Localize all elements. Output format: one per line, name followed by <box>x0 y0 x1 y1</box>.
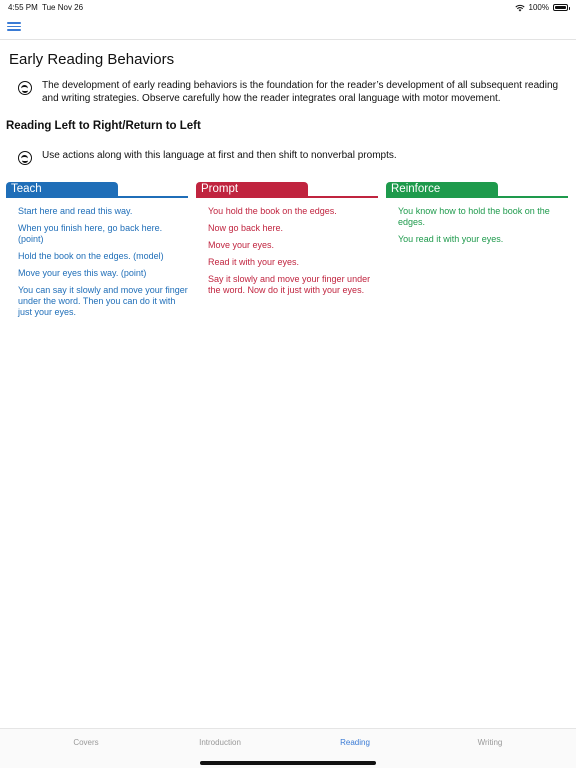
list-item: Move your eyes this way. (point) <box>18 268 147 278</box>
teach-column <box>6 182 188 324</box>
prompt-label: Prompt <box>196 182 308 197</box>
list-item: Now go back here. <box>208 223 284 233</box>
battery-percent: 100% <box>528 3 549 12</box>
list-item: You know how to hold the book on the edges. <box>398 206 550 227</box>
page-title: Early Reading Behaviors <box>9 51 175 68</box>
intro-row <box>18 79 566 105</box>
battery-icon <box>553 4 568 11</box>
section-heading: Reading Left to Right/Return to Left <box>6 120 201 132</box>
prompt-tab <box>196 182 378 198</box>
list-item: Say it slowly and move your finger under the word. Now do it just with your eyes. <box>208 274 371 295</box>
tab-reading[interactable]: Reading <box>340 738 370 747</box>
tab-covers[interactable]: Covers <box>73 738 99 747</box>
home-indicator[interactable] <box>200 761 376 765</box>
teach-underline <box>6 196 188 198</box>
prompt-column <box>196 182 378 302</box>
list-item: Move your eyes. <box>208 240 275 250</box>
prompt-underline <box>196 196 378 198</box>
teach-items <box>6 198 188 318</box>
nav-bar <box>0 14 576 40</box>
prompt-items <box>196 198 378 296</box>
list-item: You can say it slowly and move your finger under the word. Then you can do it with just your eyes. <box>18 285 188 317</box>
reinforce-tab <box>386 182 568 198</box>
hamburger-menu-icon[interactable] <box>6 20 22 34</box>
language-prompt-icon <box>18 151 32 165</box>
status-date: Tue Nov 26 <box>42 3 84 12</box>
reinforce-items <box>386 198 568 245</box>
teach-tab <box>6 182 188 198</box>
section-note-text: Use actions along with this language at first and then shift to nonverbal prompts. <box>42 150 397 161</box>
reinforce-underline <box>386 196 568 198</box>
list-item: When you finish here, go back here. (point) <box>18 223 163 244</box>
status-bar <box>0 0 576 14</box>
list-item: Hold the book on the edges. (model) <box>18 251 164 261</box>
list-item: Read it with your eyes. <box>208 257 300 267</box>
language-prompt-icon <box>18 81 32 95</box>
wifi-icon <box>515 4 525 12</box>
reinforce-label: Reinforce <box>386 182 498 197</box>
intro-text: The development of early reading behaviors is the foundation for the reader’s development of all subsequent reading and writing strategies. Observe carefully how the reader integrates oral language with motor movement. <box>42 80 559 104</box>
section-note-row <box>18 149 566 165</box>
list-item: Start here and read this way. <box>18 206 133 216</box>
list-item: You hold the book on the edges. <box>208 206 337 216</box>
list-item: You read it with your eyes. <box>398 234 504 244</box>
tab-introduction[interactable]: Introduction <box>199 738 241 747</box>
status-time: 4:55 PM <box>8 3 38 12</box>
battery-fill <box>555 6 566 9</box>
teach-label: Teach <box>6 182 118 197</box>
tab-writing[interactable]: Writing <box>477 738 503 747</box>
bottom-tab-bar <box>0 728 576 768</box>
status-indicators <box>515 3 568 12</box>
reinforce-column <box>386 182 568 251</box>
